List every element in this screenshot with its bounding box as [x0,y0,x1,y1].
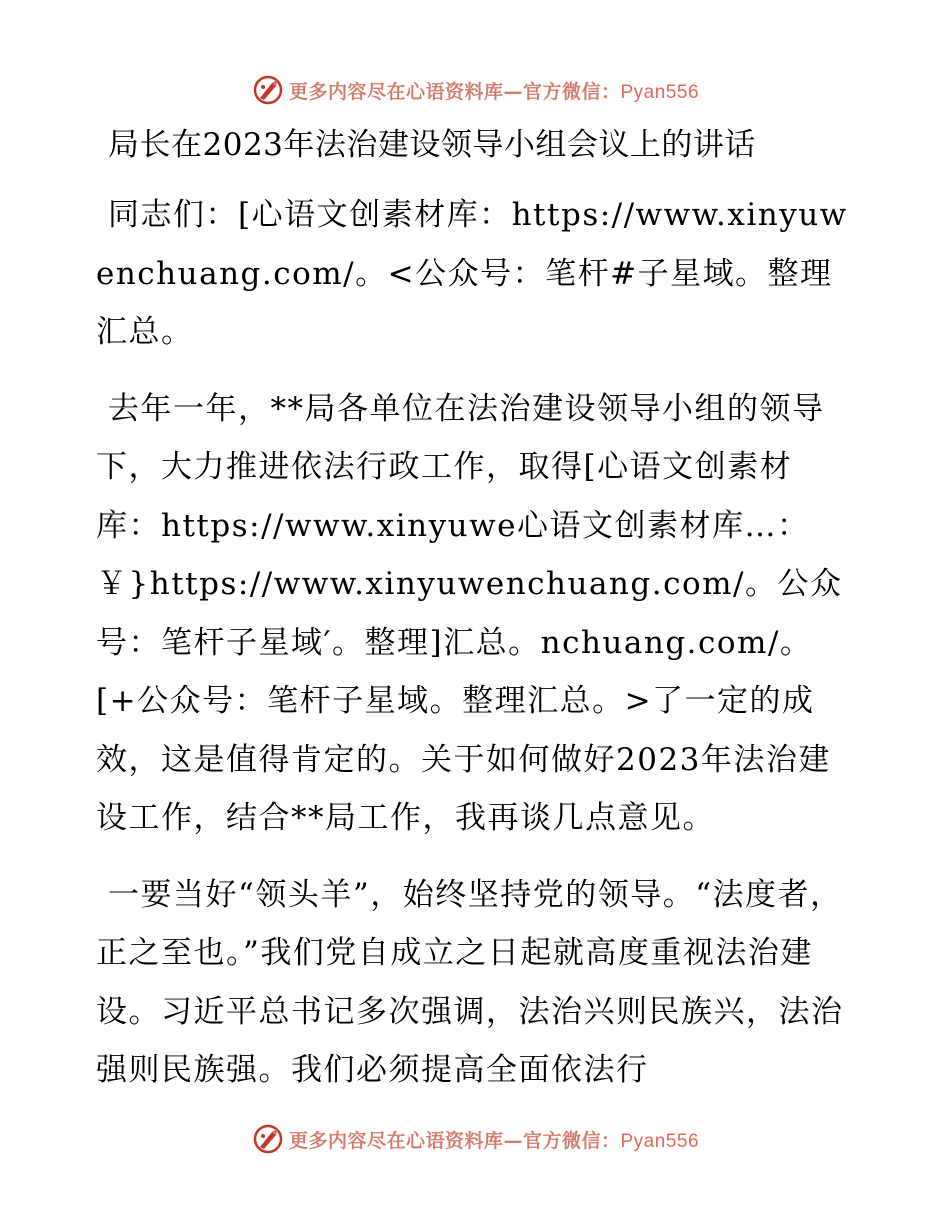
watermark-wechat-label: 官方微信： [522,80,621,103]
watermark-wechat-id: Pyan556 [620,81,700,103]
pen-nib-logo-icon [251,73,285,107]
watermark-brand: 更多内容尽在心语资料库 [288,80,504,103]
watermark-wechat-label: 官方微信： [522,1129,621,1152]
watermark-dash: — [503,80,523,103]
document-body [96,116,856,1100]
header-watermark [0,70,950,110]
document-title: 局长在2023年法治建设领导小组会议上的讲话 [108,127,756,163]
watermark-text [289,1126,699,1153]
paragraph-review: 去年一年，**局各单位在法治建设领导小组的领导下，大力推进依法行政工作，取得[心语文创素材库：https://www.xinyuwe心语文创素材库…：￥}https://www.xinyuwenchuang.com/。公众号：笔杆子星域′。整理]汇总。nchuang.com/。[+公众号：笔杆子星域。整理汇总。>了一定的成效，这是值得肯定的。关于如何做好2023年法治建设工作，结合**局工作，我再谈几点意见。 [96,390,843,836]
pen-nib-logo-icon [251,1122,285,1156]
paragraph-point-one: 一要当好“领头羊”，始终坚持党的领导。“法度者，正之至也。”我们党自成立之日起就高度重视法治建设。习近平总书记多次强调，法治兴则民族兴，法治强则民族强。我们必须提高全面依法行 [96,876,844,1088]
watermark-text [289,77,699,104]
watermark-brand: 更多内容尽在心语资料库 [288,1129,504,1152]
watermark-dash: — [503,1129,523,1152]
footer-watermark [0,1119,950,1159]
watermark-wechat-id: Pyan556 [620,1130,700,1152]
paragraph-greeting: 同志们：[心语文创素材库：https://www.xinyuwenchuang.com/。<公众号：笔杆#子星域。整理汇总。 [96,197,848,350]
